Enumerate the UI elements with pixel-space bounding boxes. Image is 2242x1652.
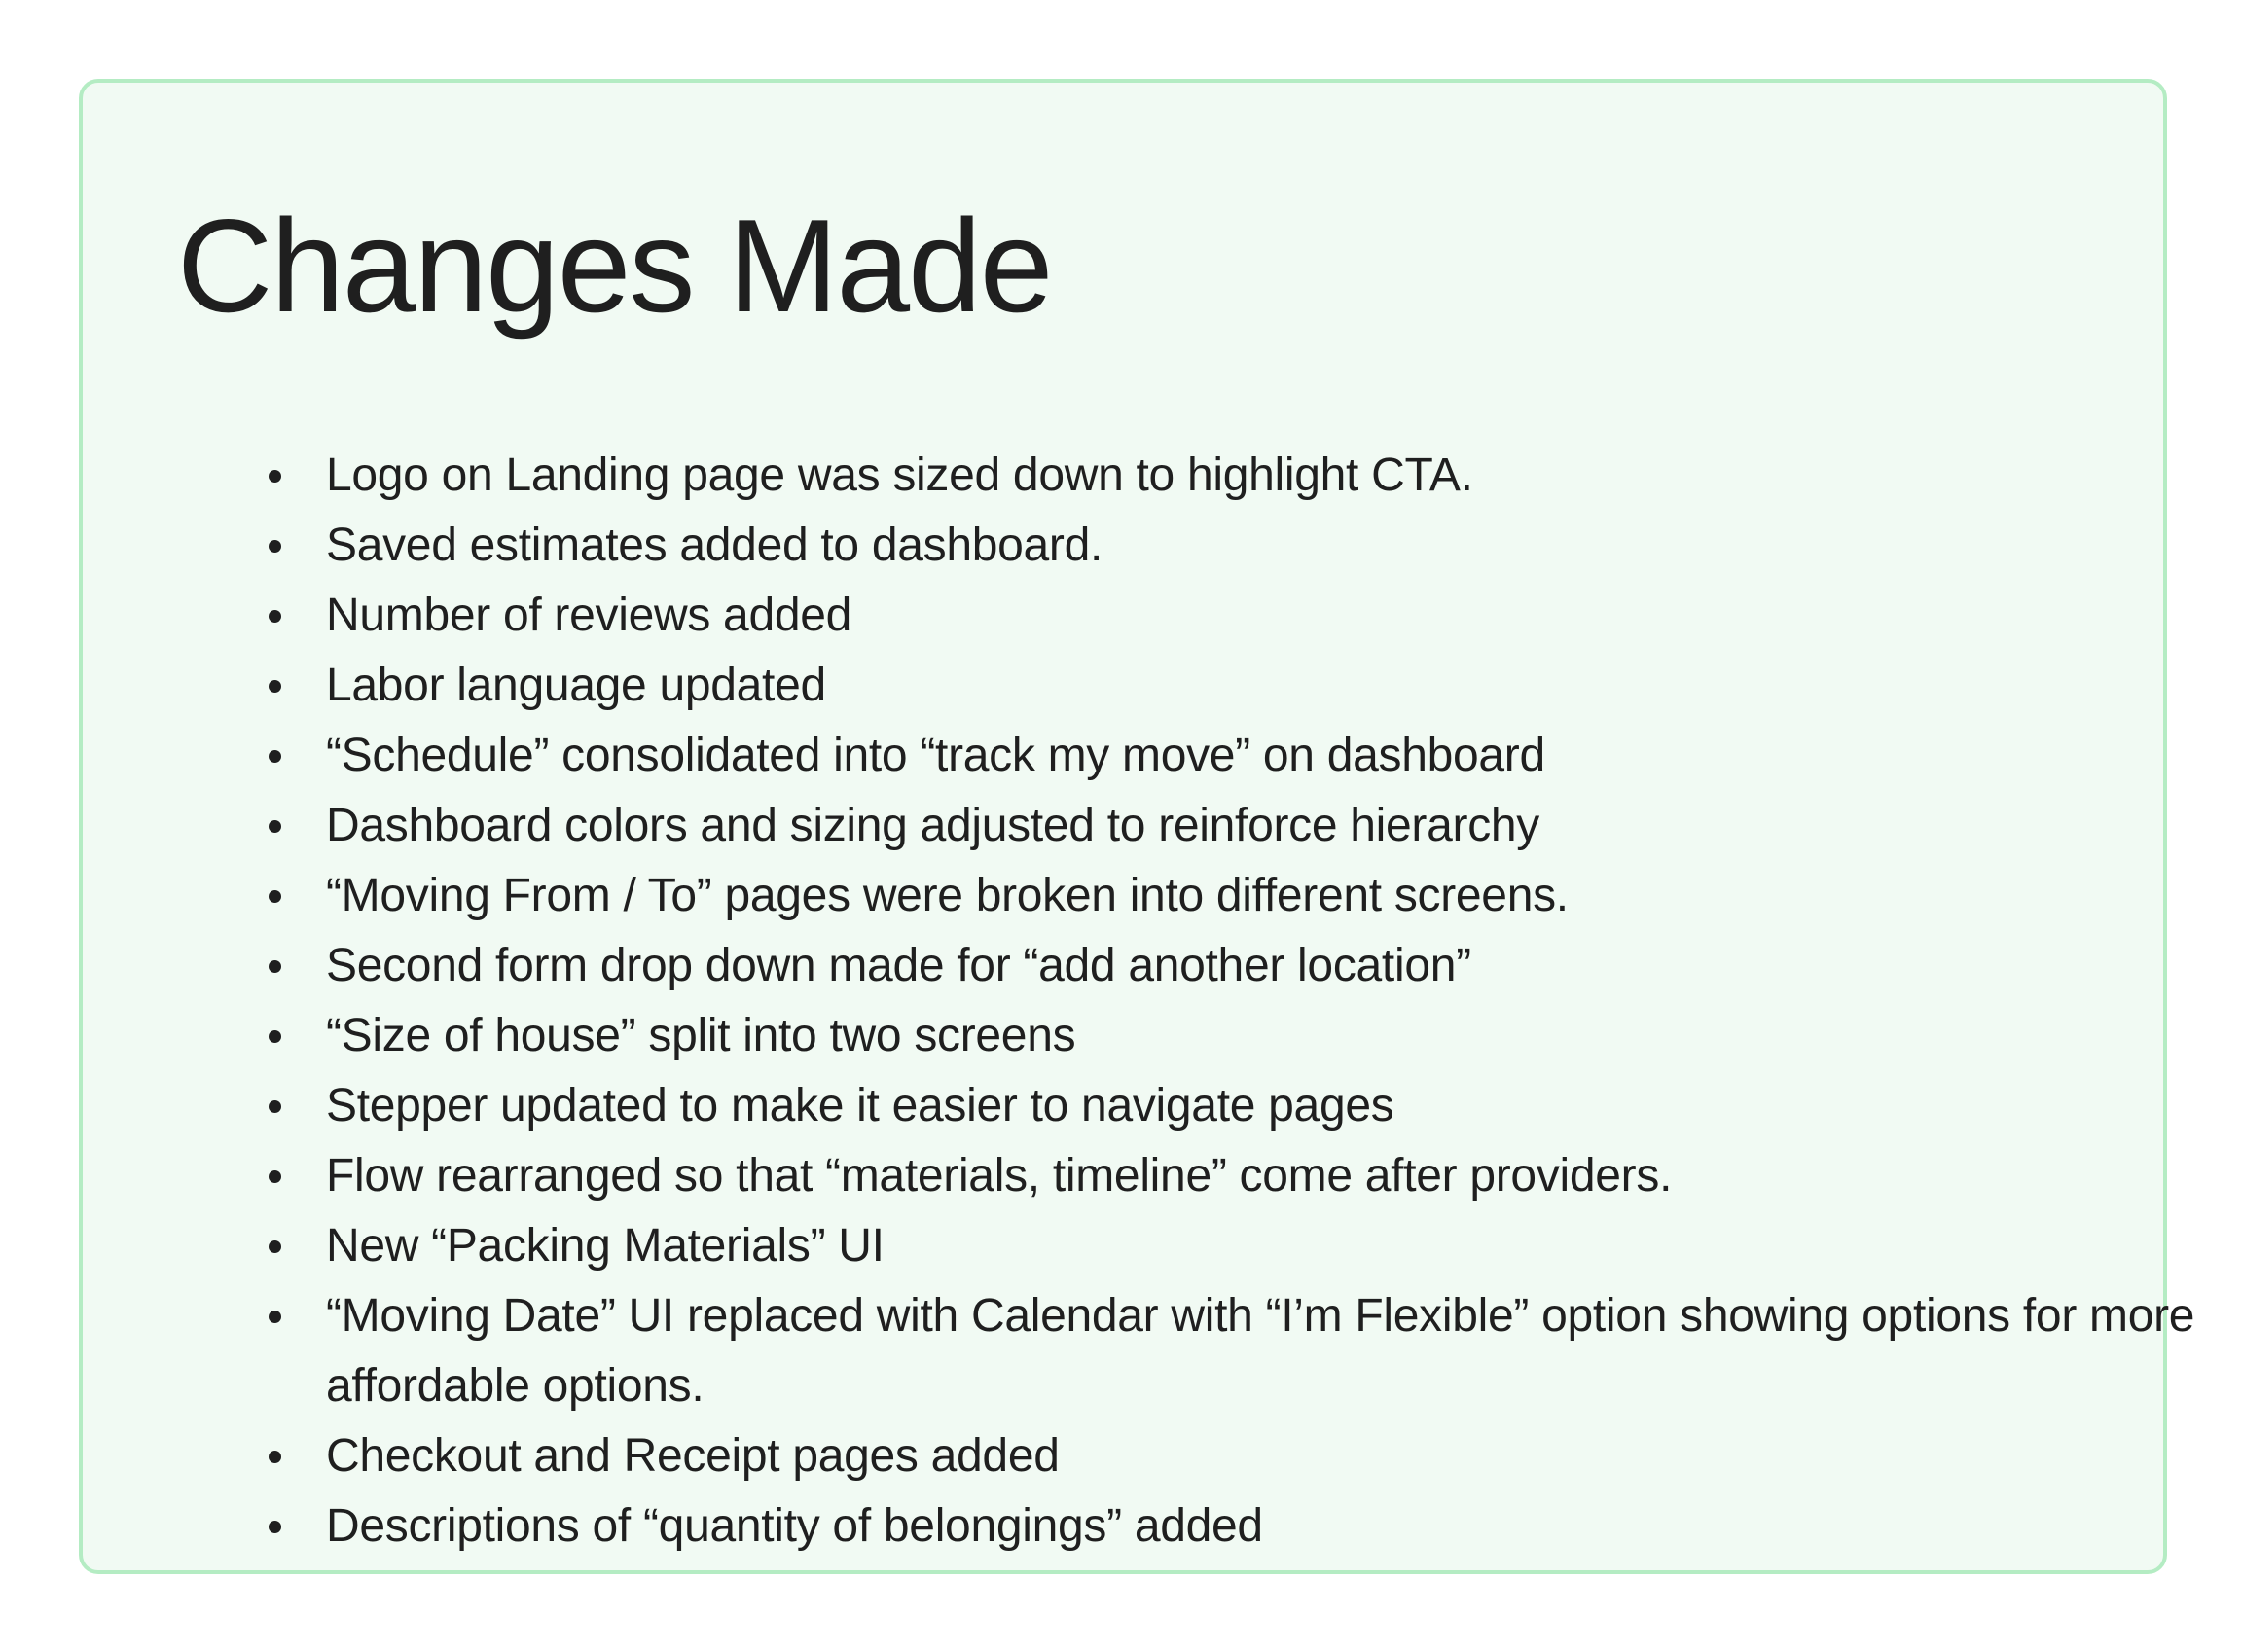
list-item (326, 441, 2242, 511)
list-item-text: Flow rearranged so that “materials, timeline” come after providers. (326, 1150, 1673, 1202)
list-item-text: Dashboard colors and sizing adjusted to reinforce hierarchy (326, 800, 1539, 851)
list-item-text: Descriptions of “quantity of belongings” added (326, 1500, 1263, 1552)
bullet-icon (269, 1240, 281, 1253)
bullet-icon (269, 1311, 281, 1323)
list-item-text: Number of reviews added (326, 590, 852, 641)
changes-callout (79, 79, 2195, 1574)
list-item-text: “Moving From / To” pages were broken into different screens. (326, 870, 1569, 921)
list-item (326, 1281, 2242, 1421)
list-item (326, 1071, 2242, 1141)
list-item (326, 511, 2242, 581)
bullet-icon (269, 1451, 281, 1463)
bullet-icon (269, 1521, 281, 1533)
bullet-icon (269, 680, 281, 693)
list-item (326, 1141, 2242, 1211)
list-item-text: “Moving Date” UI replaced with Calendar with “I’m Flexible” option showing options for more affordable options. (326, 1290, 2195, 1412)
list-item (326, 791, 2242, 861)
list-item (326, 581, 2242, 651)
list-item-text: Second form drop down made for “add another location” (326, 940, 1471, 991)
list-item-text: “Size of house” split into two screens (326, 1010, 1076, 1061)
bullet-icon (269, 1100, 281, 1113)
bullet-icon (269, 750, 281, 763)
bullet-icon (269, 890, 281, 903)
bullet-icon (269, 540, 281, 553)
list-item (326, 1211, 2242, 1281)
bullet-icon (269, 1170, 281, 1183)
bullet-icon (269, 1030, 281, 1043)
bullet-icon (269, 820, 281, 833)
page-title: Changes Made (177, 192, 1052, 340)
list-item (326, 861, 2242, 931)
list-item-text: Checkout and Receipt pages added (326, 1430, 1060, 1482)
changes-list (246, 441, 2242, 1562)
list-item-text: Saved estimates added to dashboard. (326, 520, 1103, 571)
bullet-icon (269, 610, 281, 623)
bullet-icon (269, 470, 281, 483)
list-item (326, 1001, 2242, 1071)
list-item (326, 1491, 2242, 1562)
list-item-text: “Schedule” consolidated into “track my move” on dashboard (326, 730, 1545, 781)
list-item-text: Labor language updated (326, 660, 826, 711)
list-item (326, 1421, 2242, 1491)
list-item (326, 651, 2242, 721)
list-item (326, 931, 2242, 1001)
list-item-text: Stepper updated to make it easier to navigate pages (326, 1080, 1394, 1131)
list-item-text: New “Packing Materials” UI (326, 1220, 885, 1272)
list-item-text: Logo on Landing page was sized down to highlight CTA. (326, 449, 1473, 501)
list-item (326, 721, 2242, 791)
bullet-icon (269, 960, 281, 973)
